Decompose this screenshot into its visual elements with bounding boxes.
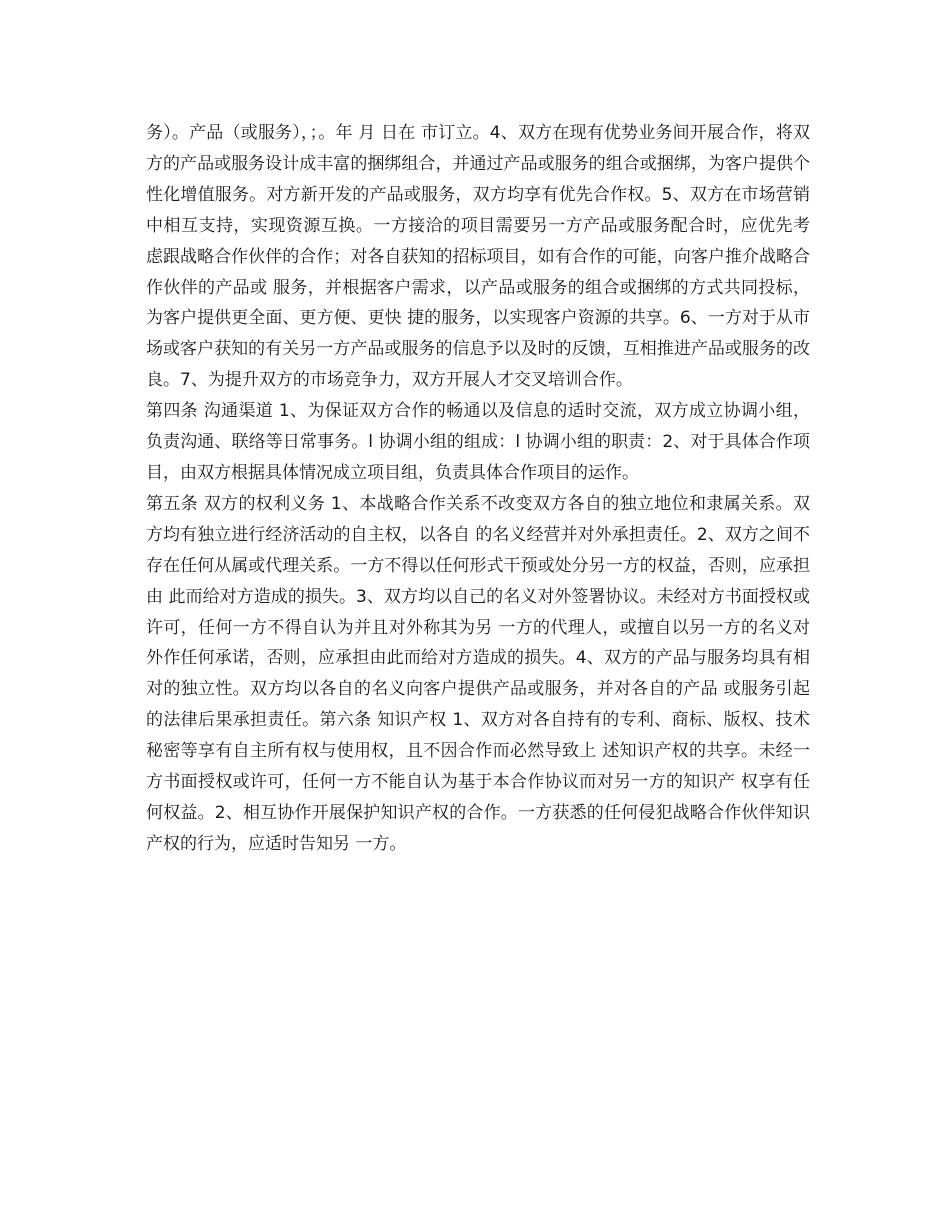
paragraph-article-4-communication: 第四条 沟通渠道 1、为保证双方合作的畅通以及信息的适时交流，双方成立协调小组，负责沟通、联络等日常事务。l 协调小组的组成：l 协调小组的职责：2、对于具体合作项目，由双方根据具体情况成立项目组，负责具体合作项目的运作。 bbox=[146, 401, 810, 483]
document-body bbox=[146, 118, 810, 860]
paragraph-article-5-rights-obligations: 第五条 双方的权利义务 1、本战略合作关系不改变双方各自的独立地位和隶属关系。双方均有独立进行经济活动的自主权，以各自 的名义经营并对外承担责任。2、双方之间不存在任何从属或代理关系。一方不得以任何形式干预或处分另一方的权益，否则，应承担由 此而给对方造成的损失。3、双方均以自己的名义对外签署协议。未经对方书面授权或许可，任何一方不得自认为并且对外称其为另 一方的代理人，或擅自以另一方的名义对外作任何承诺，否则，应承担由此而给对方造成的损失。4、双方的产品与服务均具有相对的独立性。双方均以各自的名义向客户提供产品或服务，并对各自的产品 或服务引起的法律后果承担责任。第六条 知识产权 1、双方对各自持有的专利、商标、版权、技术秘密等享有自主所有权与使用权，且不因合作而必然导致上 述知识产权的共享。未经一方书面授权或许可，任何一方不能自认为基于本合作协议而对另一方的知识产 权享有任何权益。2、相互协作开展保护知识产权的合作。一方获悉的任何侵犯战略合作伙伴知识产权的行为，应适时告知另 一方。 bbox=[146, 493, 810, 854]
paragraph-cooperation-items: 务）。产品（或服务），；。年 月 日在 市订立。4、双方在现有优势业务间开展合作，将双方的产品或服务设计成丰富的捆绑组合，并通过产品或服务的组合或捆绑，为客户提供个性化增值服务。对方新开发的产品或服务，双方均享有优先合作权。5、双方在市场营销中相互支持，实现资源互换。一方接洽的项目需要另一方产品或服务配合时，应优先考 虑跟战略合作伙伴的合作；对各自获知的招标项目，如有合作的可能，向客户推介战略合作伙伴的产品或 服务，并根据客户需求，以产品或服务的组合或捆绑的方式共同投标，为客户提供更全面、更方便、更快 捷的服务，以实现客户资源的共享。6、一方对于从市场或客户获知的有关另一方产品或服务的信息予以及时的反馈，互相推进产品或服务的改 良。7、为提升双方的市场竞争力，双方开展人才交叉培训合作。 bbox=[146, 123, 810, 391]
